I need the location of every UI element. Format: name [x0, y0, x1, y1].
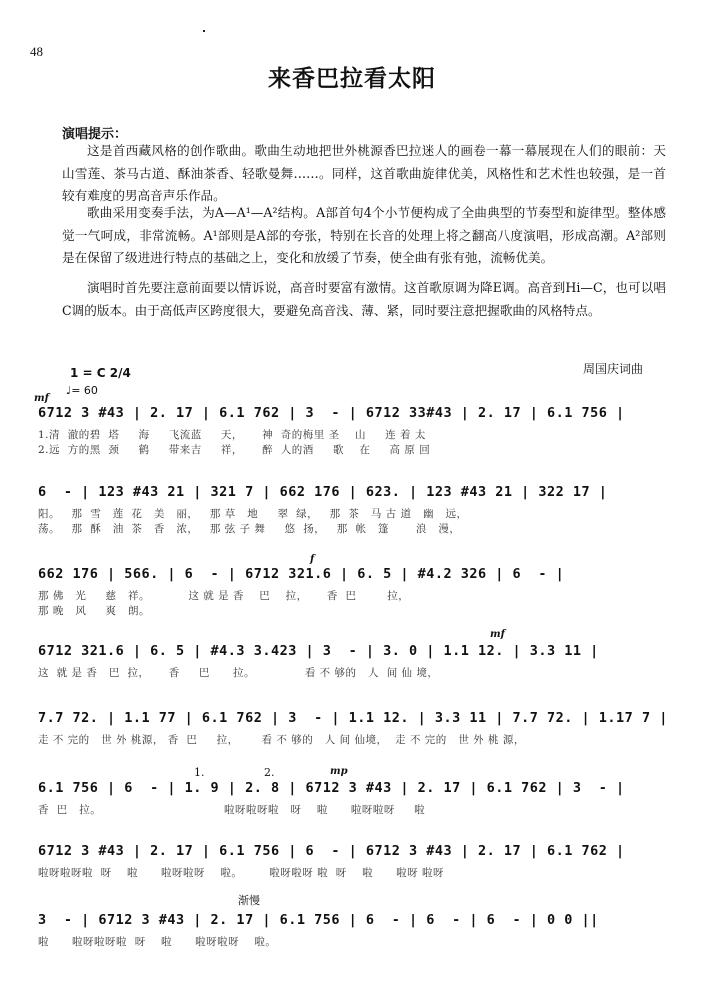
song-title: 来香巴拉看太阳 [268, 66, 436, 92]
lyrics-verse-1: 那 佛 光 慈 祥。 这 就 是 香 巴 拉， 香 巴 拉， [38, 590, 410, 602]
volta-first-ending: 1. [194, 766, 205, 779]
composer-credit: 周国庆词曲 [583, 362, 644, 376]
dynamic-mark: mf [490, 629, 505, 640]
hint-paragraph-3: 演唱时首先要注意前面要以情诉说，高音时要富有激情。这首歌原调为降E调。高音到Hi—C，也可以唱C调的版本。由于高低声区跨度很大，要避免高音浅、薄、紧，同时要注意把握歌曲的风格特点。 [62, 280, 666, 318]
dynamic-mark: f [310, 554, 315, 565]
score-system-1 [34, 393, 670, 463]
score-system-7 [38, 843, 670, 901]
hint-paragraph-1: 这是首西藏风格的创作歌曲。歌曲生动地把世外桃源香巴拉迷人的画卷一幕一幕展现在人们的眼前：天山雪莲、茶马古道、酥油茶香、轻歌曼舞……。同样，这首歌曲旋律优美，风格性和艺术性也较强，是一首较有难度的男高音声乐作品。 [62, 143, 666, 203]
score-system-5 [38, 710, 670, 768]
notation-line: 6712 321.6 | 6. 5 | #4.3 3.423 | 3 - | 3. 0 | 1.1 12. | 3.3 11 | [38, 643, 599, 659]
notation-line: 6 - | 123 #43 21 | 321 7 | 662 176 | 623. | 123 #43 21 | 322 17 | [38, 484, 608, 500]
page-number: 48 [30, 44, 43, 59]
volta-second-ending: 2. [264, 766, 275, 779]
ritardando-mark: 渐慢 [238, 894, 260, 907]
notation-line: 6712 3 #43 | 2. 17 | 6.1 762 | 3 - | 6712 33#43 | 2. 17 | 6.1 756 | [38, 405, 625, 421]
hint-paragraph-2: 歌曲采用变奏手法，为A—A¹—A²结构。A部首句4个小节便构成了全曲典型的节奏型和旋律型。整体感觉一气呵成，非常流畅。A¹部则是A部的夸张，特别在长音的处理上将之翻高八度演唱，形成高潮。A²部则是在保留了级进进行特点的基础之上，变化和放缓了节奏，使全曲有张有弛，流畅优美。 [62, 205, 666, 265]
notation-line: 6712 3 #43 | 2. 17 | 6.1 756 | 6 - | 6712 3 #43 | 2. 17 | 6.1 762 | [38, 843, 625, 859]
lyrics-verse-2: 那 晚 风 爽 朗。 [38, 605, 151, 617]
hint-heading: 演唱提示： [62, 127, 128, 142]
lyrics-verse-1: 1.清 澈的碧 塔 海 飞流蓝 天， 神 奇的梅里 圣 山 连 着 太 [38, 429, 426, 441]
lyrics-verse-2: 2.远 方的黑 颈 鹤 带来吉 祥， 醉 人的酒 歌 在 高 原 回 [38, 444, 431, 456]
dynamic-mark: mf [34, 393, 49, 404]
score-system-3 [38, 554, 670, 624]
score-system-8 [38, 894, 670, 970]
notation-line: 6.1 756 | 6 - | 1. 9 | 2. 8 | 6712 3 #43 | 2. 17 | 6.1 762 | 3 - | [38, 780, 625, 796]
tempo-marking: ♩= 60 [66, 384, 98, 397]
speck-mark [203, 30, 205, 32]
score-system-2 [38, 484, 670, 542]
lyrics: 走 不 完的 世 外 桃源， 香 巴 拉， 看 不 够的 人 间 仙境， 走 不 完的 世 外 桃 源， [38, 734, 525, 746]
score-system-4 [38, 629, 670, 701]
lyrics: 这 就 是 香 巴 拉， 香 巴 拉。 看 不 够的 人 间 仙 境， [38, 667, 439, 679]
lyrics-verse-2: 荡。 那 酥 油 茶 香 浓， 那 弦 子 舞 悠 扬， 那 帐 篷 浪 漫， [38, 523, 461, 535]
notation-line: 3 - | 6712 3 #43 | 2. 17 | 6.1 756 | 6 - | 6 - | 6 - | 0 0 || [38, 912, 599, 928]
lyrics-verse-1: 阳。 那 雪 莲 花 美 丽， 那 草 地 翠 绿， 那 茶 马 古 道 幽 远， [38, 508, 468, 520]
lyrics: 香 巴 拉。 啦呀啦呀啦 呀 啦 啦呀啦呀 啦 [38, 804, 426, 816]
key-signature: 1 = C 2/4 [70, 366, 131, 380]
lyrics: 啦呀啦呀啦 呀 啦 啦呀啦呀 啦。 啦呀啦呀 啦 呀 啦 啦呀 啦呀 [38, 867, 444, 879]
lyrics: 啦 啦呀啦呀啦 呀 啦 啦呀啦呀 啦。 [38, 936, 277, 948]
notation-line: 662 176 | 566. | 6 - | 6712 321.6 | 6. 5 | #4.2 326 | 6 - | [38, 566, 565, 582]
dynamic-mark: mp [330, 766, 348, 777]
notation-line: 7.7 72. | 1.1 77 | 6.1 762 | 3 - | 1.1 12. | 3.3 11 | 7.7 72. | 1.17 7 | [38, 710, 668, 726]
score-system-6 [38, 766, 670, 838]
